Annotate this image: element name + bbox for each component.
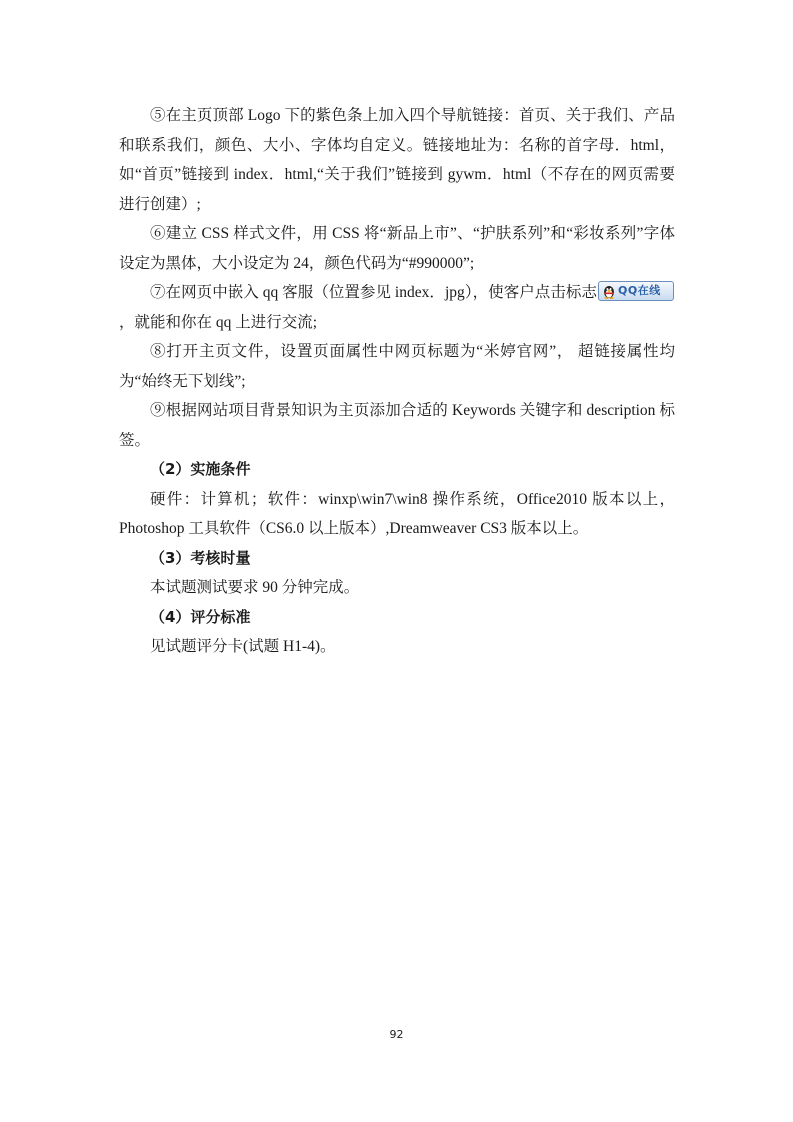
qq-online-badge[interactable] <box>598 281 674 301</box>
requirement-item-6: ⑥建立 CSS 样式文件，用 CSS 将“新品上市”、“护肤系列”和“彩妆系列”字体设定为黑体，大小设定为 24，颜色代码为“#990000”; <box>119 225 675 272</box>
qq-online-label: QQ在线 <box>618 284 661 297</box>
page-content <box>119 101 675 662</box>
requirement-item-7 <box>119 278 675 337</box>
requirement-item-7-text-start: ⑦在网页中嵌入 qq 客服（位置参见 index．jpg），使客户点击标志 <box>150 284 597 301</box>
section-heading-conditions: （2）实施条件 <box>150 460 251 478</box>
section-heading-scoring: （4）评分标准 <box>150 607 251 626</box>
requirement-item-5: ⑤在主页顶部 Logo 下的紫色条上加入四个导航链接：首页、关于我们、产品和联系我们，颜色、大小、字体均自定义。链接地址为：名称的首字母．html，如“首页”链接到 index．html,“关于我们”链接到 gywm．html（不存在的网页需要进行创建）; <box>119 107 675 213</box>
requirement-item-8: ⑧打开主页文件，设置页面属性中网页标题为“米婷官网”， 超链接属性均为“始终无下划线”; <box>119 343 675 390</box>
requirement-item-7-text-end: ，就能和你在 qq 上进行交流; <box>119 313 318 331</box>
requirement-item-9: ⑨根据网站项目背景知识为主页添加合适的 Keywords 关键字和 description 标签。 <box>119 402 675 449</box>
page-number: 92 <box>389 1028 404 1041</box>
conditions-text: 硬件：计算机；软件：winxp\win7\win8 操作系统，Office2010 版本以上，Photoshop 工具软件（CS6.0 以上版本）,Dreamweaver CS3 版本以上。 <box>119 490 675 537</box>
qq-penguin-icon <box>601 283 617 299</box>
section-heading-time: （3）考核时量 <box>150 548 251 567</box>
scoring-text: 见试题评分卡(试题 H1-4)。 <box>150 638 336 655</box>
time-text: 本试题测试要求 90 分钟完成。 <box>150 579 360 596</box>
